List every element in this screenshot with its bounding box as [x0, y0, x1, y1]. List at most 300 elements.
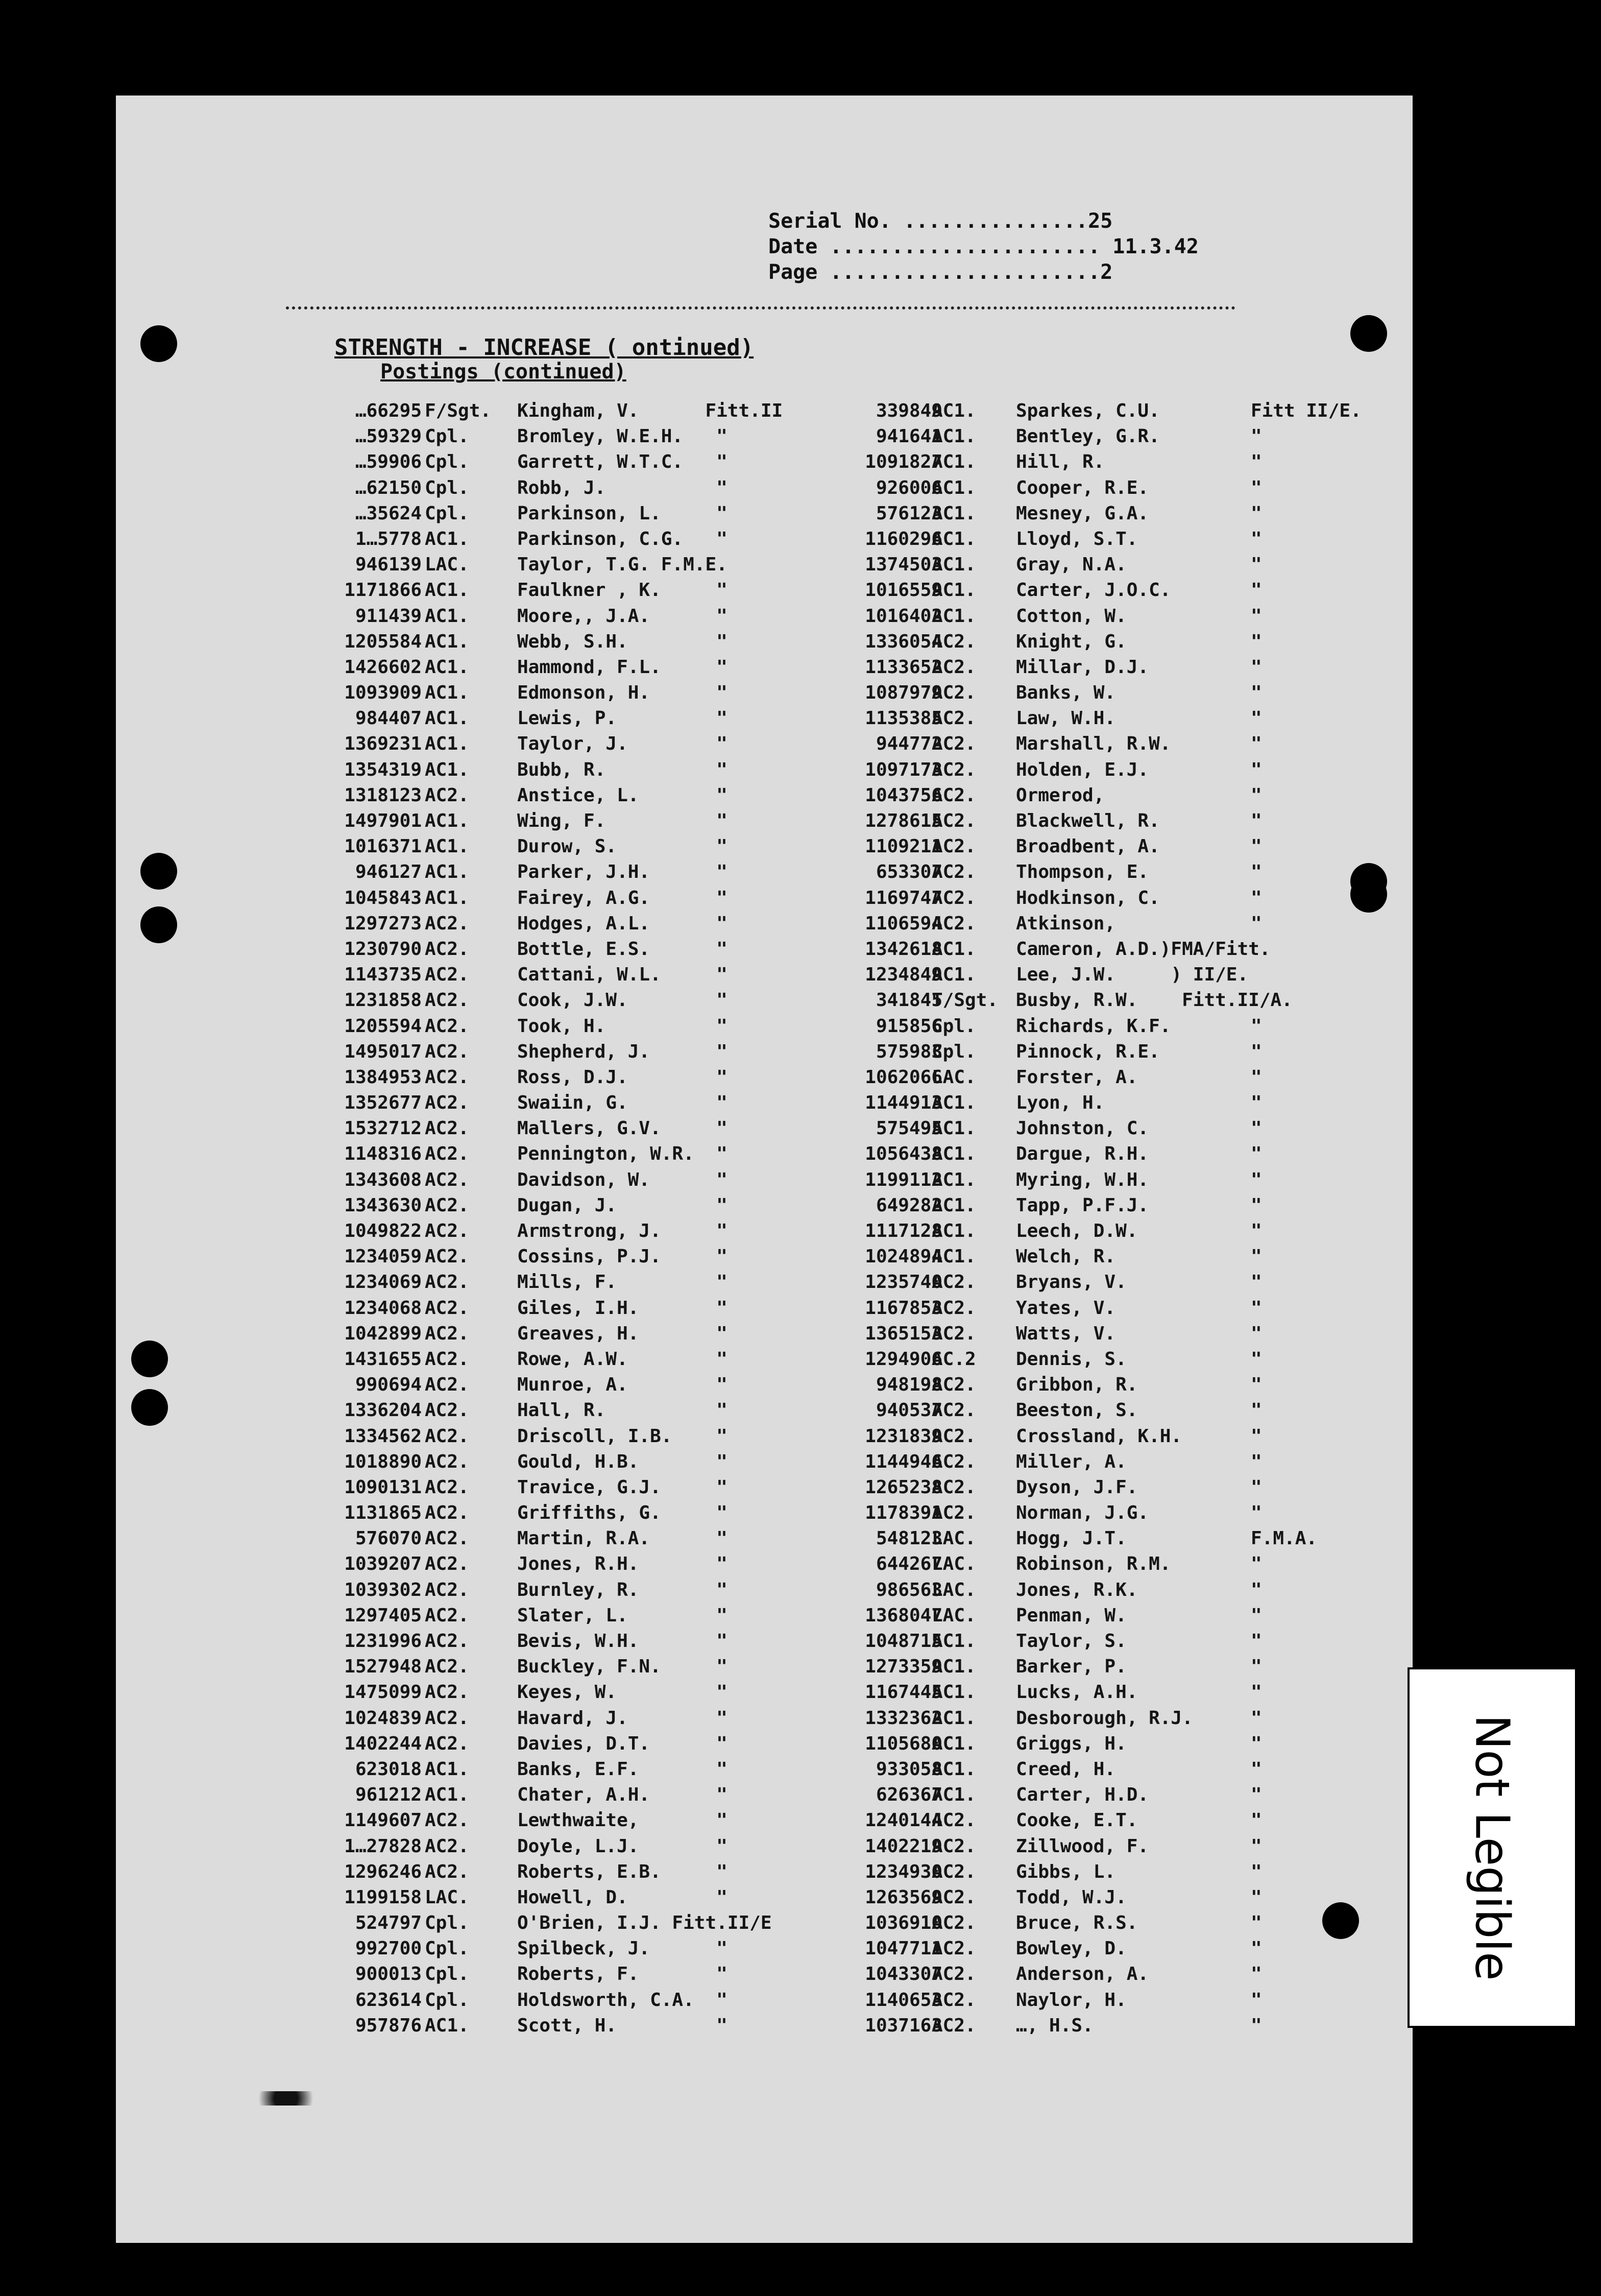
right-name: Penman, W. [1016, 1605, 1127, 1626]
left-rank: AC2. [425, 1579, 469, 1600]
posting-row [0, 1116, 1601, 1141]
right-remark: " [1251, 913, 1262, 934]
right-remark: " [1251, 1400, 1262, 1421]
right-remark: " [1251, 810, 1262, 831]
right-remark: " [1251, 1092, 1262, 1114]
left-rank: AC1. [425, 810, 469, 831]
right-rank: AC2. [932, 1297, 976, 1319]
right-rank: AC2. [932, 1861, 976, 1882]
posting-row [0, 962, 1601, 988]
right-rank: LAC. [932, 1553, 976, 1575]
right-name: Johnston, C. [1016, 1118, 1149, 1139]
left-rank: AC2. [425, 1015, 469, 1037]
left-service-number: 1045843 [344, 887, 422, 908]
left-rank: AC1. [425, 580, 469, 601]
right-service-number: 948198 [876, 1374, 942, 1396]
right-service-number: 1087979 [865, 682, 942, 704]
left-rank: Cpl. [425, 503, 469, 524]
right-name: Marshall, R.W. [1016, 733, 1171, 755]
left-name: Ross, D.J. " [517, 1066, 727, 1088]
right-rank: AC2. [932, 836, 976, 857]
left-rank: AC2. [425, 1297, 469, 1319]
right-rank: AC1. [932, 1194, 976, 1216]
posting-row [0, 424, 1601, 449]
left-service-number: 1343630 [344, 1194, 422, 1216]
left-rank: AC2. [425, 990, 469, 1011]
posting-row [0, 1577, 1601, 1603]
right-rank: AC1. [932, 1118, 976, 1139]
left-service-number: 900013 [355, 1964, 422, 1985]
left-rank: Cpl. [425, 477, 469, 498]
right-service-number: 1106594 [865, 913, 942, 934]
left-rank: AC2. [425, 1118, 469, 1139]
right-service-number: 1240144 [865, 1810, 942, 1831]
left-service-number: 1527948 [344, 1656, 422, 1678]
right-service-number: 1263569 [865, 1886, 942, 1908]
left-service-number: 524797 [355, 1912, 422, 1934]
right-remark: " [1251, 1989, 1262, 2011]
right-name: Pinnock, R.E. [1016, 1041, 1160, 1062]
right-remark: " [1251, 1912, 1262, 1934]
right-service-number: 940537 [876, 1400, 942, 1421]
right-rank: AC1. [932, 938, 976, 960]
left-name: Keyes, W. " [517, 1682, 727, 1703]
posting-row [0, 1065, 1601, 1090]
right-name: Anderson, A. [1016, 1964, 1149, 1985]
right-rank: AC2. [932, 913, 976, 934]
left-rank: AC1. [425, 682, 469, 704]
right-service-number: 1140653 [865, 1989, 942, 2011]
left-service-number: 1018890 [344, 1451, 422, 1472]
left-service-number: 1431655 [344, 1348, 422, 1370]
right-name: Lloyd, S.T. [1016, 528, 1138, 549]
right-remark: " [1251, 1605, 1262, 1626]
right-rank: AC2. [932, 1912, 976, 1934]
right-remark: " [1251, 1579, 1262, 1600]
left-rank: AC2. [425, 1092, 469, 1114]
left-name: Davidson, W. " [517, 1169, 727, 1190]
left-rank: AC2. [425, 784, 469, 806]
left-service-number: 1131865 [344, 1502, 422, 1524]
right-rank: AC2. [932, 810, 976, 831]
punch-hole [1350, 315, 1387, 352]
left-rank: Cpl. [425, 1989, 469, 2011]
right-rank: AC1. [932, 426, 976, 447]
right-name: Cooper, R.E. [1016, 477, 1149, 498]
posting-row [0, 859, 1601, 885]
right-rank: AC2. [932, 656, 976, 678]
right-service-number: 1368047 [865, 1605, 942, 1626]
right-rank: AC1. [932, 580, 976, 601]
posting-row [0, 655, 1601, 680]
punch-hole [140, 325, 177, 362]
right-service-number: 941641 [876, 426, 942, 447]
right-remark: " [1251, 1810, 1262, 1831]
right-name: Thompson, E. [1016, 862, 1149, 883]
left-name: Griffiths, G. " [517, 1502, 727, 1524]
right-name: Yates, V. [1016, 1297, 1116, 1319]
left-rank: AC1. [425, 631, 469, 652]
posting-row [0, 578, 1601, 603]
posting-row [0, 501, 1601, 527]
right-service-number: 1105680 [865, 1733, 942, 1754]
right-name: Myring, W.H. [1016, 1169, 1149, 1190]
right-rank: AC2. [932, 887, 976, 908]
right-rank: AC1. [932, 1758, 976, 1780]
right-remark: " [1251, 580, 1262, 601]
right-rank: AC2. [932, 733, 976, 755]
right-service-number: 653307 [876, 862, 942, 883]
right-remark: " [1251, 554, 1262, 576]
right-name: Atkinson, [1016, 913, 1116, 934]
right-remark: " [1251, 605, 1262, 627]
right-service-number: 1037163 [865, 2015, 942, 2036]
right-name: Carter, H.D. [1016, 1784, 1149, 1806]
right-service-number: 1135385 [865, 708, 942, 729]
left-rank: AC1. [425, 605, 469, 627]
left-name: Banks, E.F. " [517, 1758, 727, 1780]
posting-row [0, 398, 1601, 424]
page-number: Page ......................2 [768, 260, 1113, 284]
posting-row [0, 783, 1601, 808]
right-name: Hogg, J.T. [1016, 1528, 1127, 1549]
right-name: Millar, D.J. [1016, 656, 1149, 678]
right-name: Bowley, D. [1016, 1938, 1127, 1959]
right-remark: " [1251, 1476, 1262, 1498]
left-name: Martin, R.A. " [517, 1528, 727, 1549]
right-rank: AC2. [932, 1374, 976, 1396]
posting-row [0, 1706, 1601, 1731]
right-service-number: 1036910 [865, 1912, 942, 1934]
left-name: Howell, D. " [517, 1886, 727, 1908]
left-service-number: …66295 [355, 400, 422, 421]
right-remark: " [1251, 1835, 1262, 1857]
left-service-number: 1016371 [344, 836, 422, 857]
left-name: Taylor, J. " [517, 733, 727, 755]
right-name: Holden, E.J. [1016, 759, 1149, 780]
right-service-number: 1043756 [865, 784, 942, 806]
right-rank: AC1. [932, 1143, 976, 1165]
header-divider [286, 306, 1235, 309]
section-heading: STRENGTH - INCREASE ( ontinued) [334, 334, 754, 361]
left-name: Greaves, H. " [517, 1323, 727, 1344]
posting-row [0, 1757, 1601, 1782]
posting-row [0, 1551, 1601, 1577]
right-rank: AC1. [932, 1221, 976, 1241]
right-service-number: 1169747 [865, 887, 942, 908]
serial-number: Serial No. ...............25 [768, 209, 1113, 233]
left-service-number: 1318123 [344, 784, 422, 806]
left-name: Holdsworth, C.A. " [517, 1989, 727, 2011]
right-remark: " [1251, 1143, 1262, 1165]
right-rank: AC2. [932, 1400, 976, 1421]
left-rank: AC2. [425, 1374, 469, 1396]
left-rank: AC1. [425, 887, 469, 908]
ink-smudge [248, 2091, 324, 2106]
left-service-number: …62150 [355, 477, 422, 498]
right-service-number: 1117128 [865, 1221, 942, 1241]
right-name: Banks, W. [1016, 682, 1116, 704]
left-name: Roberts, E.B. " [517, 1861, 727, 1882]
right-name: Busby, R.W. Fitt.II/A. [1016, 990, 1293, 1011]
right-rank: AC.2 [932, 1348, 976, 1370]
left-name: Driscoll, I.B. " [517, 1425, 727, 1447]
left-name: Webb, S.H. " [517, 631, 727, 652]
right-rank: AC1. [932, 1707, 976, 1729]
left-rank: F/Sgt. [425, 400, 492, 421]
left-rank: Cpl. [425, 426, 469, 447]
posting-row [0, 1218, 1601, 1244]
right-remark: " [1251, 528, 1262, 549]
posting-row [0, 1526, 1601, 1551]
right-remark: " [1251, 1425, 1262, 1447]
posting-row [0, 731, 1601, 757]
left-rank: Cpl. [425, 1938, 469, 1959]
right-remark: " [1251, 1118, 1262, 1139]
left-name: Doyle, L.J. " [517, 1835, 727, 1857]
right-rank: LAC. [932, 1066, 976, 1088]
right-service-number: 1278615 [865, 810, 942, 831]
posting-row [0, 1936, 1601, 1962]
right-service-number: 1199112 [865, 1169, 942, 1190]
left-service-number: 1024839 [344, 1707, 422, 1729]
posting-row [0, 1321, 1601, 1347]
left-name: Lewis, P. " [517, 708, 727, 729]
right-service-number: 1178391 [865, 1502, 942, 1524]
right-rank: AC1. [932, 1682, 976, 1703]
left-name: Havard, J. " [517, 1707, 727, 1729]
left-name: Cattani, W.L. " [517, 964, 727, 986]
left-service-number: 957876 [355, 2015, 422, 2036]
right-rank: AC2. [932, 1323, 976, 1344]
left-service-number: 1093909 [344, 682, 422, 704]
right-name: Leech, D.W. [1016, 1221, 1138, 1241]
right-service-number: 341845 [876, 990, 942, 1011]
right-name: Mesney, G.A. [1016, 503, 1149, 524]
left-name: Cossins, P.J. " [517, 1246, 727, 1267]
right-name: Cooke, E.T. [1016, 1810, 1138, 1831]
not-legible-text: Not Legible [1465, 1714, 1520, 1981]
left-name: Wing, F. " [517, 810, 727, 831]
left-rank: AC1. [425, 1784, 469, 1806]
right-rank: AC1. [932, 1631, 976, 1652]
posting-row [0, 1270, 1601, 1295]
left-service-number: …59906 [355, 451, 422, 473]
left-service-number: 1…5778 [355, 528, 422, 549]
right-remark: " [1251, 1015, 1262, 1037]
left-rank: AC2. [425, 1631, 469, 1652]
right-service-number: 1144946 [865, 1451, 942, 1472]
right-service-number: 1097173 [865, 759, 942, 780]
left-name: Faulkner , K. " [517, 580, 727, 601]
left-service-number: 1532712 [344, 1118, 422, 1139]
right-remark: " [1251, 1707, 1262, 1729]
right-rank: AC1. [932, 503, 976, 524]
posting-row [0, 1910, 1601, 1936]
right-remark: " [1251, 656, 1262, 678]
right-service-number: 1235740 [865, 1272, 942, 1293]
right-service-number: 944772 [876, 733, 942, 755]
left-name: Durow, S. " [517, 836, 727, 857]
right-rank: AC2. [932, 682, 976, 704]
right-service-number: 1016559 [865, 580, 942, 601]
left-service-number: 1231996 [344, 1631, 422, 1652]
right-remark: " [1251, 1041, 1262, 1062]
right-rank: AC2. [932, 1886, 976, 1908]
left-name: Cook, J.W. " [517, 990, 727, 1011]
right-remark: " [1251, 631, 1262, 652]
right-rank: Cpl. [932, 1041, 976, 1062]
posting-row [0, 1629, 1601, 1654]
left-rank: AC2. [425, 1553, 469, 1575]
right-name: Cotton, W. [1016, 605, 1127, 627]
left-name: Bevis, W.H. " [517, 1631, 727, 1652]
left-rank: AC2. [425, 1707, 469, 1729]
left-service-number: 946139 [355, 554, 422, 576]
right-service-number: 1332362 [865, 1707, 942, 1729]
left-service-number: 1171866 [344, 580, 422, 601]
right-service-number: 1133652 [865, 656, 942, 678]
posting-row [0, 552, 1601, 578]
document-date: Date ...................... 11.3.42 [768, 235, 1199, 258]
left-name: Fairey, A.G. " [517, 887, 727, 908]
right-remark: " [1251, 1169, 1262, 1190]
left-service-number: 1297273 [344, 913, 422, 934]
right-service-number: 933058 [876, 1758, 942, 1780]
left-rank: AC2. [425, 1835, 469, 1857]
left-service-number: 1497901 [344, 810, 422, 831]
posting-row [0, 1782, 1601, 1808]
right-name: Blackwell, R. [1016, 810, 1160, 831]
right-rank: AC2. [932, 784, 976, 806]
right-name: Gribbon, R. [1016, 1374, 1138, 1396]
left-service-number: 1336204 [344, 1400, 422, 1421]
right-rank: AC2. [932, 1502, 976, 1524]
left-rank: AC2. [425, 1323, 469, 1344]
not-legible-label [1408, 1667, 1577, 2028]
left-service-number: 1475099 [344, 1682, 422, 1703]
posting-row [0, 834, 1601, 859]
posting-row [0, 1859, 1601, 1885]
posting-row [0, 604, 1601, 629]
left-service-number: 961212 [355, 1784, 422, 1806]
left-rank: AC1. [425, 528, 469, 549]
right-name: Dargue, R.H. [1016, 1143, 1149, 1165]
left-rank: AC2. [425, 1656, 469, 1678]
left-rank: AC2. [425, 1272, 469, 1293]
left-name: Bottle, E.S. " [517, 938, 727, 960]
left-service-number: 1…27828 [344, 1835, 422, 1857]
right-name: Zillwood, F. [1016, 1835, 1149, 1857]
right-service-number: 575983 [876, 1041, 942, 1062]
left-rank: AC2. [425, 964, 469, 986]
left-rank: AC2. [425, 938, 469, 960]
right-service-number: 576123 [876, 503, 942, 524]
right-service-number: 1024894 [865, 1246, 942, 1267]
left-rank: AC1. [425, 1758, 469, 1780]
left-name: Bromley, W.E.H. " [517, 426, 727, 447]
left-name: Parkinson, C.G. " [517, 528, 727, 549]
left-name: Buckley, F.N. " [517, 1656, 727, 1678]
left-rank: AC1. [425, 733, 469, 755]
left-service-number: 946127 [355, 862, 422, 883]
left-service-number: 1334562 [344, 1425, 422, 1447]
right-rank: LAC. [932, 1528, 976, 1549]
right-rank: AC1. [932, 1246, 976, 1267]
right-service-number: 926006 [876, 477, 942, 498]
right-rank: AC1. [932, 477, 976, 498]
left-rank: Cpl. [425, 1912, 469, 1934]
left-name: Taylor, T.G. F.M.E. [517, 554, 727, 576]
left-rank: AC1. [425, 836, 469, 857]
right-name: Cameron, A.D.)FMA/Fitt. [1016, 938, 1271, 960]
right-service-number: 1365153 [865, 1323, 942, 1344]
right-service-number: 1374503 [865, 554, 942, 576]
right-rank: AC2. [932, 862, 976, 883]
right-rank: AC2. [932, 1272, 976, 1293]
right-remark: " [1251, 1964, 1262, 1985]
posting-row [0, 1475, 1601, 1500]
left-rank: AC2. [425, 1348, 469, 1370]
right-rank: AC2. [932, 1989, 976, 2011]
posting-row [0, 1141, 1601, 1167]
left-service-number: 1039207 [344, 1553, 422, 1575]
right-service-number: 1234849 [865, 964, 942, 986]
left-service-number: 911439 [355, 605, 422, 627]
right-rank: AC1. [932, 1169, 976, 1190]
left-service-number: 1231858 [344, 990, 422, 1011]
left-service-number: 1234069 [344, 1272, 422, 1293]
left-name: Moore,, J.A. " [517, 605, 727, 627]
right-remark: " [1251, 1246, 1262, 1267]
left-service-number: 576070 [355, 1528, 422, 1549]
posting-row [0, 1808, 1601, 1833]
left-service-number: 1039302 [344, 1579, 422, 1600]
left-name: Garrett, W.T.C. " [517, 451, 727, 473]
left-rank: AC2. [425, 913, 469, 934]
posting-row [0, 1347, 1601, 1372]
posting-row [0, 1731, 1601, 1757]
right-service-number: 1062066 [865, 1066, 942, 1088]
posting-row [0, 1449, 1601, 1475]
left-service-number: 1384953 [344, 1066, 422, 1088]
left-rank: Cpl. [425, 1964, 469, 1985]
right-rank: LAC. [932, 1605, 976, 1626]
right-remark: " [1251, 1272, 1262, 1293]
right-name: Crossland, K.H. [1016, 1425, 1182, 1447]
right-service-number: 1336054 [865, 631, 942, 652]
right-rank: T/Sgt. [932, 990, 999, 1011]
left-rank: AC2. [425, 1682, 469, 1703]
right-service-number: 1273359 [865, 1656, 942, 1678]
right-name: Tapp, P.F.J. [1016, 1194, 1149, 1216]
left-rank: AC2. [425, 1502, 469, 1524]
right-service-number: 915856 [876, 1015, 942, 1037]
posting-row [0, 1167, 1601, 1193]
right-remark: " [1251, 1784, 1262, 1806]
right-name: Robinson, R.M. [1016, 1553, 1171, 1575]
left-name: Roberts, F. " [517, 1964, 727, 1985]
left-rank: AC2. [425, 1246, 469, 1267]
left-service-number: 1042899 [344, 1323, 422, 1344]
right-rank: AC2. [932, 1425, 976, 1447]
right-rank: AC1. [932, 528, 976, 549]
right-service-number: 1048715 [865, 1631, 942, 1652]
right-remark: " [1251, 1221, 1262, 1241]
right-name: Griggs, H. [1016, 1733, 1127, 1754]
right-remark: F.M.A. [1251, 1528, 1318, 1549]
right-remark: " [1251, 1323, 1262, 1344]
